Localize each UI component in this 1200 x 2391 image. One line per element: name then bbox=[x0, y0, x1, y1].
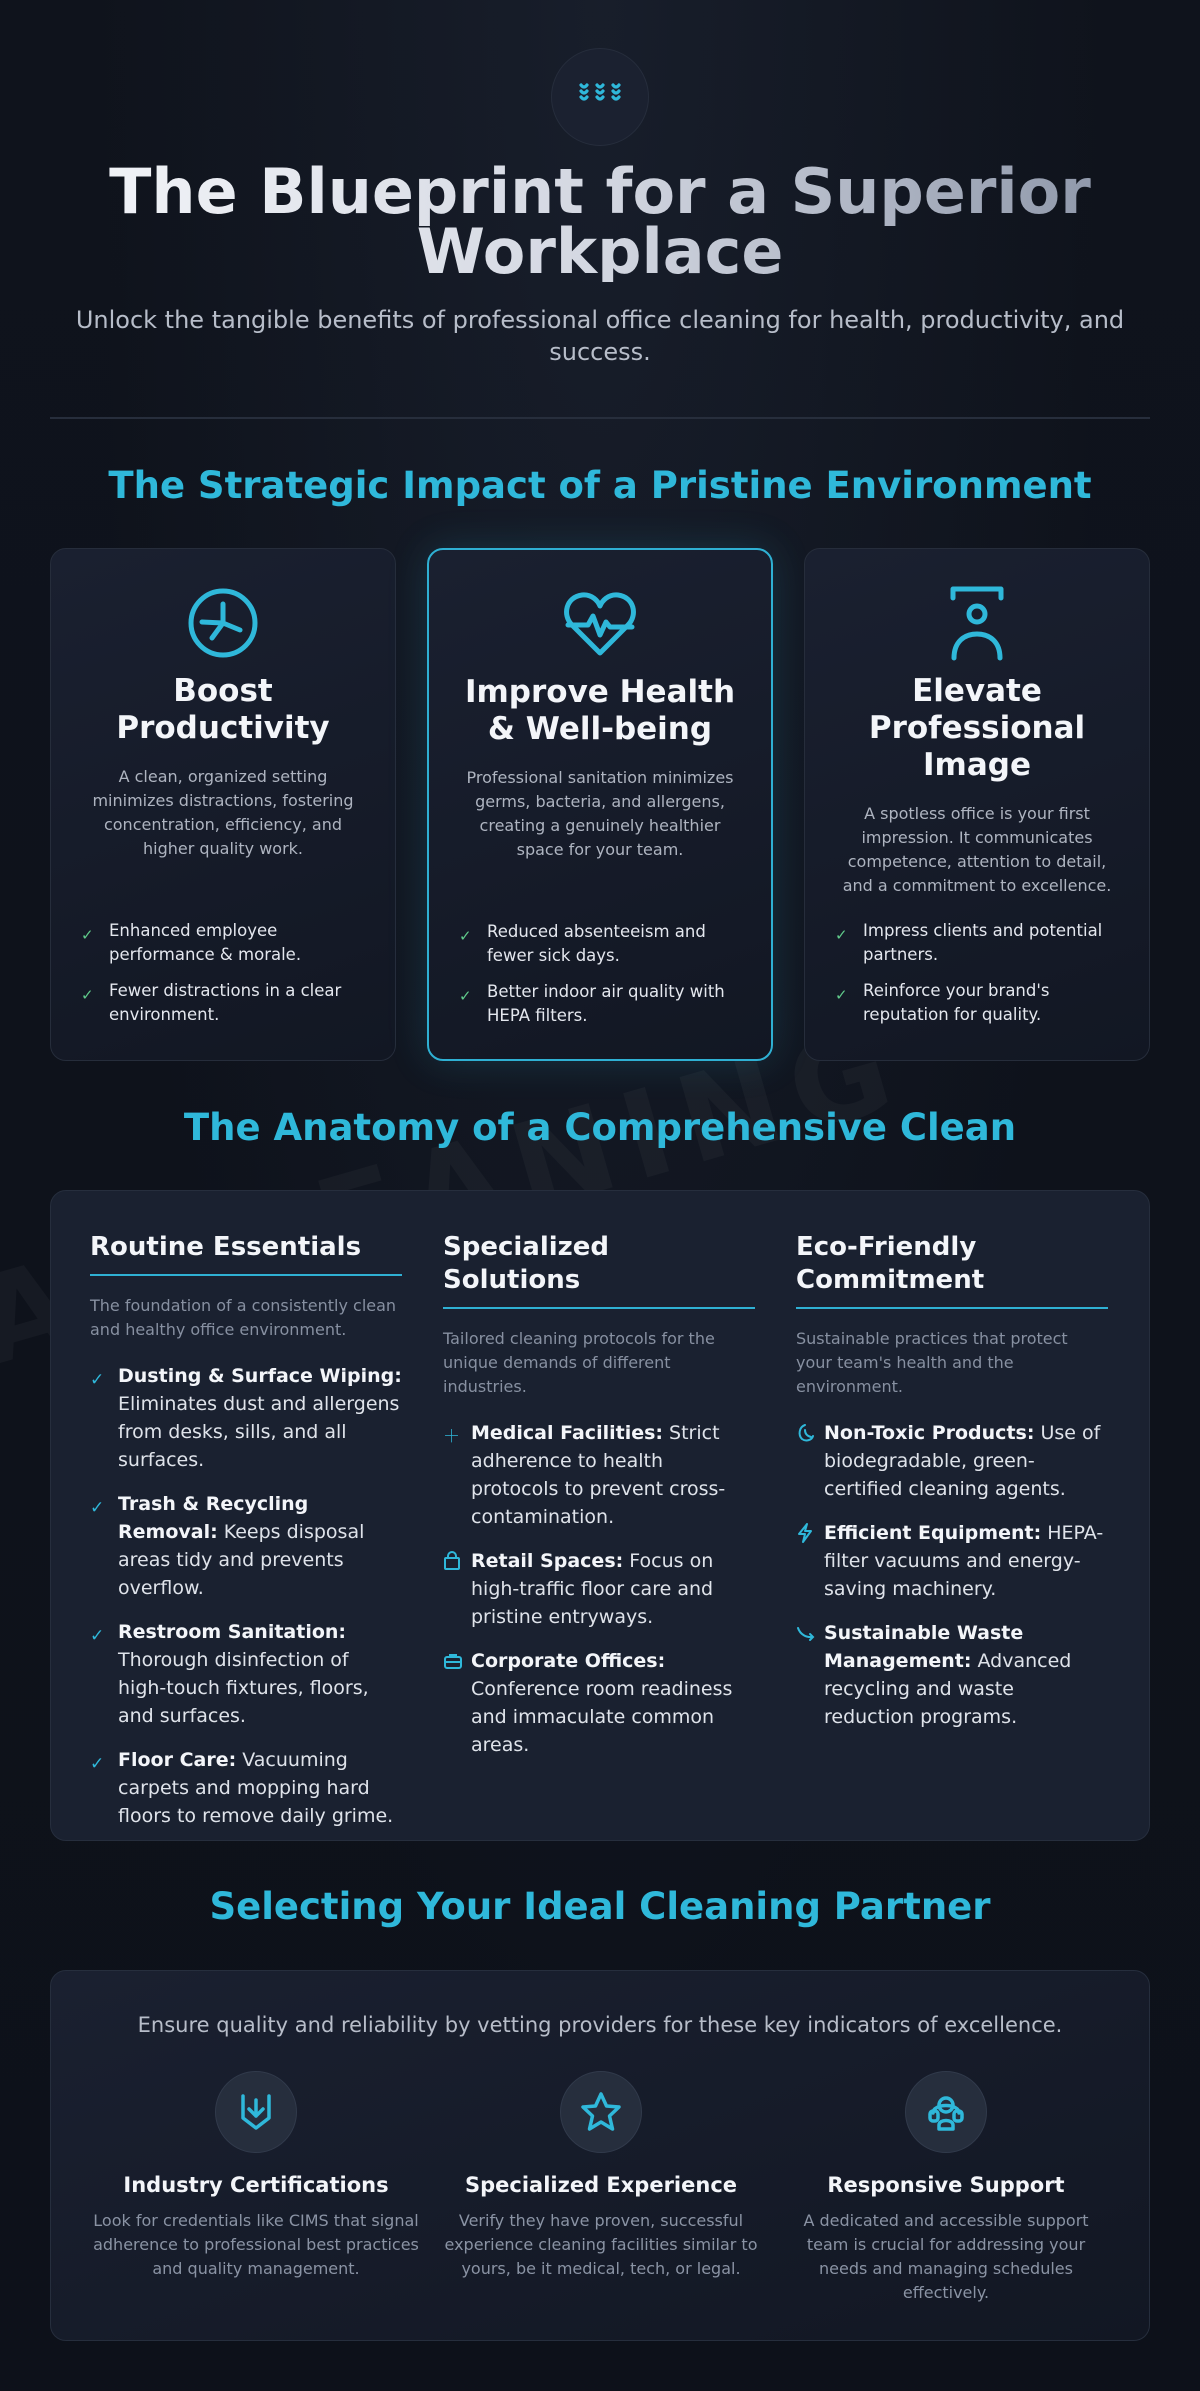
card-title: Improve Health & Well-being bbox=[464, 674, 736, 747]
card-elevate-image bbox=[804, 548, 1150, 1061]
card-description: Professional sanitation minimizes germs, bacteria, and allergens, creating a genuinely healthier space for your team. bbox=[466, 768, 734, 859]
check-icon: ✓ bbox=[835, 926, 848, 944]
check-icon: ✓ bbox=[90, 1498, 105, 1518]
list-item: ✓ Reinforce your brand's reputation for quality. bbox=[835, 979, 1129, 1027]
card-title: Elevate Professional Image bbox=[868, 673, 1086, 783]
column-specialized-solutions bbox=[443, 1231, 755, 1775]
list-item: ＋ Medical Facilities: Strict adherence to health protocols to prevent cross-contamination. bbox=[443, 1419, 755, 1531]
anatomy-panel bbox=[50, 1190, 1150, 1841]
waves-icon bbox=[551, 48, 649, 146]
card-boost-productivity bbox=[50, 548, 396, 1061]
page-subtitle: Unlock the tangible benefits of professional office cleaning for health, productivity, and success. bbox=[75, 306, 1125, 366]
list-item: Efficient Equipment: HEPA-filter vacuums and energy-saving machinery. bbox=[796, 1519, 1108, 1603]
column-list bbox=[796, 1419, 1108, 1731]
support-icon bbox=[905, 2071, 987, 2153]
list-item: ✓ Enhanced employee performance & morale. bbox=[81, 919, 375, 967]
feature-title: Specialized Experience bbox=[464, 2173, 738, 2197]
list-item: ✓ Dusting & Surface Wiping: Eliminates dust and allergens from desks, sills, and all surfaces. bbox=[90, 1362, 402, 1474]
card-improve-health bbox=[427, 548, 773, 1061]
partner-section-title: Selecting Your Ideal Cleaning Partner bbox=[209, 1885, 991, 1928]
feature-text: Verify they have proven, successful experience cleaning facilities similar to yours, be it medical, tech, or legal. bbox=[444, 2211, 758, 2278]
card-description: A clean, organized setting minimizes distractions, fostering concentration, efficiency, and higher quality work. bbox=[92, 767, 354, 858]
column-intro: The foundation of a consistently clean and healthy office environment. bbox=[90, 1296, 397, 1339]
recycle-icon bbox=[796, 1619, 824, 1731]
list-item: ✓ Floor Care: Vacuuming carpets and mopping hard floors to remove daily grime. bbox=[90, 1746, 402, 1830]
feature-experience bbox=[436, 2071, 766, 2281]
check-icon: ✓ bbox=[90, 1370, 105, 1390]
list-item: ✓ Impress clients and potential partners. bbox=[835, 919, 1129, 967]
partner-intro: Ensure quality and reliability by vetting providers for these key indicators of excellence. bbox=[137, 2013, 1063, 2037]
column-eco-friendly bbox=[796, 1231, 1108, 1747]
list-item: Non-Toxic Products: Use of biodegradable, green-certified cleaning agents. bbox=[796, 1419, 1108, 1503]
briefcase-icon bbox=[443, 1647, 471, 1759]
check-icon: ✓ bbox=[459, 927, 472, 945]
column-title: Routine Essentials bbox=[90, 1231, 402, 1276]
shopping-bag-icon bbox=[443, 1547, 471, 1631]
feature-support bbox=[781, 2071, 1111, 2305]
clock-icon bbox=[77, 585, 369, 661]
list-item: Corporate Offices: Conference room readiness and immaculate common areas. bbox=[443, 1647, 755, 1759]
feature-text: Look for credentials like CIMS that signal adherence to professional best practices and quality management. bbox=[93, 2211, 419, 2278]
impact-section-title: The Strategic Impact of a Pristine Environment bbox=[108, 464, 1092, 507]
list-item: ✓ Trash & Recycling Removal: Keeps disposal areas tidy and prevents overflow. bbox=[90, 1490, 402, 1602]
list-item: ✓ Restroom Sanitation: Thorough disinfection of high-touch fixtures, floors, and surfaces. bbox=[90, 1618, 402, 1730]
certificate-icon bbox=[215, 2071, 297, 2153]
check-icon: ✓ bbox=[459, 987, 472, 1005]
column-intro: Tailored cleaning protocols for the unique demands of different industries. bbox=[443, 1329, 715, 1396]
leaf-icon bbox=[796, 1419, 824, 1503]
star-icon bbox=[560, 2071, 642, 2153]
page-title: The Blueprint for a Superior Workplace bbox=[60, 162, 1140, 282]
check-icon: ✓ bbox=[90, 1626, 105, 1646]
person-badge-icon bbox=[831, 585, 1123, 661]
card-title: Boost Productivity bbox=[116, 673, 330, 746]
list-item: Sustainable Waste Management: Advanced recycling and waste reduction programs. bbox=[796, 1619, 1108, 1731]
check-icon: ✓ bbox=[835, 986, 848, 1004]
plus-icon: ＋ bbox=[443, 1427, 460, 1447]
heart-pulse-icon bbox=[455, 586, 745, 662]
check-icon: ✓ bbox=[81, 926, 94, 944]
feature-title: Industry Certifications bbox=[123, 2173, 389, 2197]
lightning-icon bbox=[796, 1519, 824, 1603]
list-item: Retail Spaces: Focus on high-traffic floor care and pristine entryways. bbox=[443, 1547, 755, 1631]
card-points bbox=[835, 919, 1129, 1039]
card-points bbox=[459, 920, 751, 1040]
column-routine-essentials bbox=[90, 1231, 402, 1846]
anatomy-section-title: The Anatomy of a Comprehensive Clean bbox=[183, 1106, 1017, 1149]
feature-title: Responsive Support bbox=[827, 2173, 1065, 2197]
check-icon: ✓ bbox=[81, 986, 94, 1004]
feature-certifications bbox=[91, 2071, 421, 2281]
list-item: ✓ Better indoor air quality with HEPA filters. bbox=[459, 980, 751, 1028]
check-icon: ✓ bbox=[90, 1754, 105, 1774]
partner-panel bbox=[50, 1970, 1150, 2341]
list-item: ✓ Reduced absenteeism and fewer sick days. bbox=[459, 920, 751, 968]
column-list bbox=[443, 1419, 755, 1759]
card-description: A spotless office is your first impression. It communicates competence, attention to detail, and a commitment to excellence. bbox=[842, 804, 1112, 895]
column-title: Specialized Solutions bbox=[443, 1231, 755, 1309]
header-divider bbox=[50, 417, 1150, 419]
card-points bbox=[81, 919, 375, 1039]
list-item: ✓ Fewer distractions in a clear environment. bbox=[81, 979, 375, 1027]
column-intro: Sustainable practices that protect your team's health and the environment. bbox=[796, 1329, 1068, 1396]
column-title: Eco-Friendly Commitment bbox=[796, 1231, 1108, 1309]
column-list bbox=[90, 1362, 402, 1830]
feature-text: A dedicated and accessible support team is crucial for addressing your needs and managing schedules effectively. bbox=[803, 2211, 1089, 2302]
